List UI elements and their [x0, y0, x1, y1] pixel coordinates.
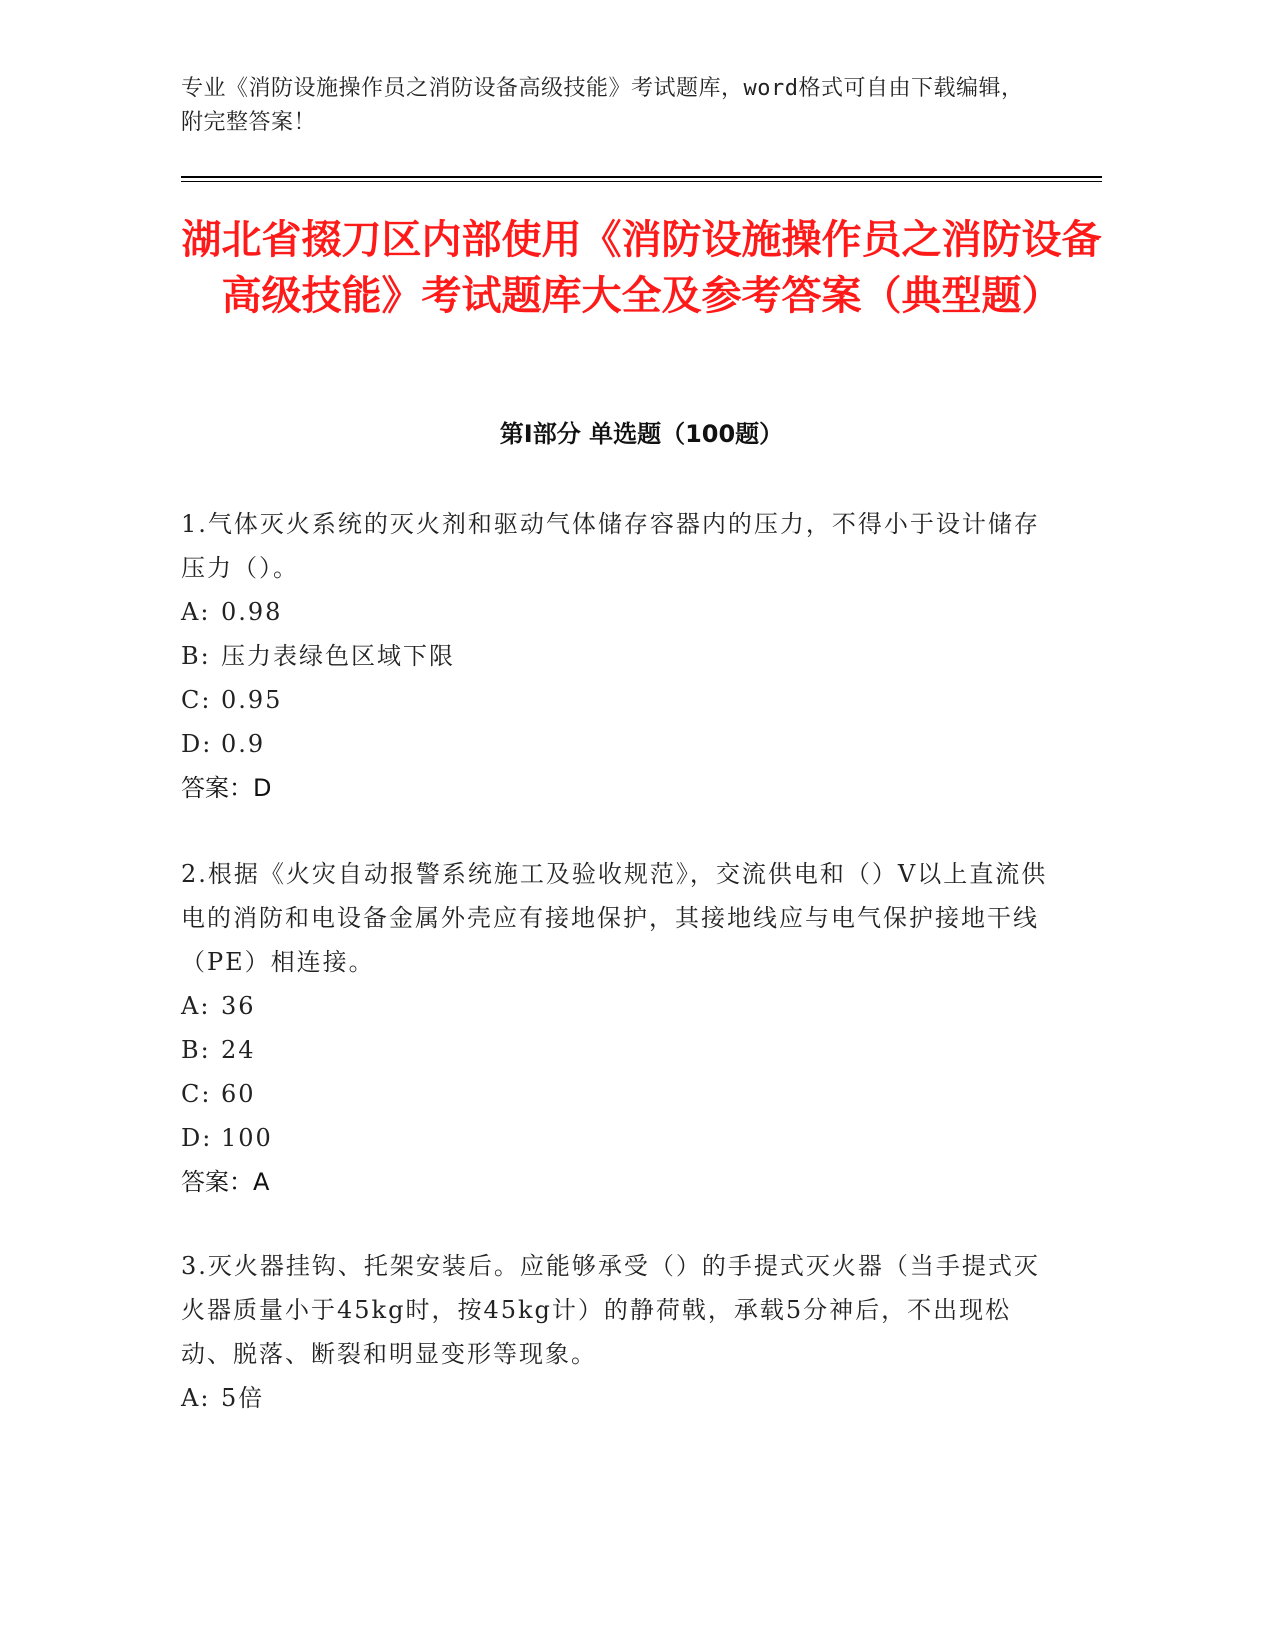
option-label: B:	[181, 642, 211, 670]
header-divider-thick	[181, 176, 1102, 178]
option-text: 5倍	[221, 1384, 265, 1412]
header-divider-thin	[181, 181, 1102, 182]
option-c	[181, 1072, 1061, 1116]
question-text: 2.根据《火灾自动报警系统施工及验收规范》，交流供电和（）V以上直流供电的消防和电设备金属外壳应有接地保护，其接地线应与电气保护接地干线（PE）相连接。	[181, 860, 1048, 976]
option-d	[181, 722, 1061, 766]
option-text: 100	[221, 1124, 273, 1152]
header-note: 专业《消防设施操作员之消防设备高级技能》考试题库，word格式可自由下载编辑，附完整答案！	[181, 76, 1024, 135]
question-3	[181, 1244, 1061, 1420]
option-text: 0.98	[221, 598, 283, 626]
option-label: C:	[181, 1080, 212, 1108]
option-d	[181, 1116, 1061, 1160]
option-text: 36	[221, 992, 256, 1020]
option-b	[181, 1028, 1061, 1072]
option-label: C:	[181, 686, 212, 714]
option-a	[181, 1376, 1061, 1420]
answer: 答案：D	[181, 774, 272, 802]
option-b	[181, 634, 1061, 678]
option-text: 0.95	[221, 686, 283, 714]
option-text: 60	[221, 1080, 256, 1108]
option-label: B:	[181, 1036, 211, 1064]
option-label: D:	[181, 730, 213, 758]
option-a	[181, 590, 1061, 634]
document-title: 湖北省掇刀区内部使用《消防设施操作员之消防设备高级技能》考试题库大全及参考答案（典型题）	[181, 217, 1102, 319]
option-text: 24	[221, 1036, 256, 1064]
option-a	[181, 984, 1061, 1028]
option-label: A:	[181, 598, 211, 626]
answer: 答案：A	[181, 1168, 270, 1196]
question-text: 3.灭火器挂钩、托架安装后。应能够承受（）的手提式灭火器（当手提式灭火器质量小于45kg时，按45kg计）的静荷戟，承载5分神后，不出现松动、脱落、断裂和明显变形等现象。	[181, 1252, 1040, 1368]
option-label: D:	[181, 1124, 213, 1152]
option-c	[181, 678, 1061, 722]
option-label: A:	[181, 1384, 211, 1412]
question-text: 1.气体灭火系统的灭火剂和驱动气体储存容器内的压力，不得小于设计储存压力（）。	[181, 510, 1040, 582]
section-heading: 第Ⅰ部分 单选题（100题）	[499, 420, 784, 448]
question-2	[181, 852, 1061, 1204]
option-label: A:	[181, 992, 211, 1020]
question-1	[181, 502, 1061, 810]
option-text: 压力表绿色区域下限	[221, 642, 455, 670]
option-text: 0.9	[221, 730, 266, 758]
